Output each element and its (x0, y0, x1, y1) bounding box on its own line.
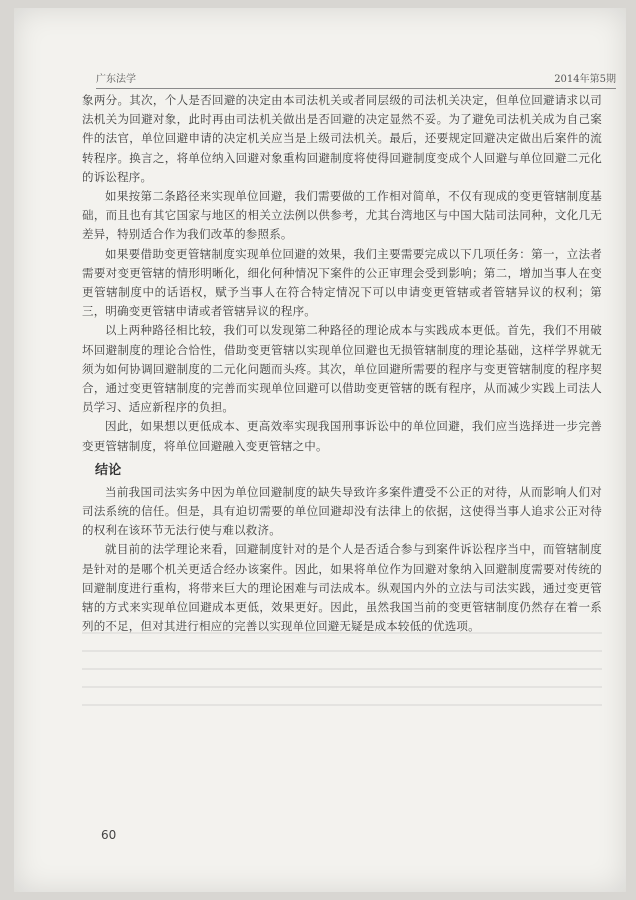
journal-name: 广东法学 (96, 74, 136, 85)
show-through-text (82, 632, 602, 722)
article-body (82, 91, 602, 636)
paragraph: 以上两种路径相比较，我们可以发现第二种路径的理论成本与实践成本更低。首先，我们不用破坏回避制度的理论合恰性，借助变更管辖以实现单位回避也无损管辖制度的理论基础，这样学界就无须为如何协调回避制度的二元化问题而头疼。其次，单位回避所需要的程序与变更管辖制度的程序契合，通过变更管辖制度的完善而实现单位回避可以借助变更管辖的既有程序，从而减少实践上司法人员学习、适应新程序的负担。 (82, 323, 602, 415)
header-rule (96, 88, 616, 89)
paragraph: 如果按第二条路径来实现单位回避，我们需要做的工作相对简单，不仅有现成的变更管辖制度基础，而且也有其它国家与地区的相关立法例以供参考，尤其台湾地区与中国大陆司法同种，文化几无差异，特别适合作为我们改革的参照系。 (82, 189, 602, 242)
paragraph: 象两分。其次，个人是否回避的决定由本司法机关或者同层级的司法机关决定，但单位回避请求以司法机关为回避对象，此时再由司法机关做出是否回避的决定显然不妥。为了避免司法机关成为自己案件的法官，单位回避申请的决定机关应当是上级司法机关。最后，还要规定回避决定做出后案件的流转程序。换言之，将单位纳入回避对象重构回避制度将使得回避制度变成个人回避与单位回避二元化的诉讼程序。 (82, 93, 602, 184)
section-heading-conclusion: 结论 (95, 462, 122, 478)
page-number: 60 (101, 828, 117, 842)
show-through-line (82, 632, 602, 634)
issue-number: 2014年第5期 (554, 74, 616, 85)
paragraph: 就目前的法学理论来看，回避制度针对的是个人是否适合参与到案件诉讼程序当中，而管辖制度是针对的是哪个机关更适合经办该案件。因此，如果将单位作为回避对象纳入回避制度需要对传统的回避制度进行重构，将带来巨大的理论困难与司法成本。纵观国内外的立法与司法实践，通过变更管辖的方式来实现单位回避成本更低，效果更好。因此，虽然我国当前的变更管辖制度仍然存在着一系列的不足，但对其进行相应的完善以实现单位回避无疑是成本较低的优选项。 (82, 542, 602, 634)
paragraph: 因此，如果想以更低成本、更高效率实现我国刑事诉讼中的单位回避，我们应当选择进一步完善变更管辖制度，将单位回避融入变更管辖之中。 (82, 419, 602, 453)
show-through-line (82, 668, 602, 670)
show-through-line (82, 704, 602, 706)
running-head (96, 70, 616, 86)
show-through-line (82, 686, 602, 688)
paragraph: 如果要借助变更管辖制度实现单位回避的效果，我们主要需要完成以下几项任务：第一，立法者需要对变更管辖的情形明晰化，细化何种情况下案件的公正审理会受到影响；第二，增加当事人在变更管辖制度中的话语权，赋予当事人在符合特定情况下可以申请变更管辖或者管辖异议的权利；第三，明确变更管辖申请或者管辖异议的程序。 (82, 246, 602, 319)
paragraph: 当前我国司法实务中因为单位回避制度的缺失导致许多案件遭受不公正的对待，从而影响人们对司法系统的信任。但是，具有迫切需要的单位回避却没有法律上的依据，这使得当事人追求公正对待的权利在该环节无法行使与难以救济。 (82, 484, 602, 538)
show-through-line (82, 650, 602, 652)
